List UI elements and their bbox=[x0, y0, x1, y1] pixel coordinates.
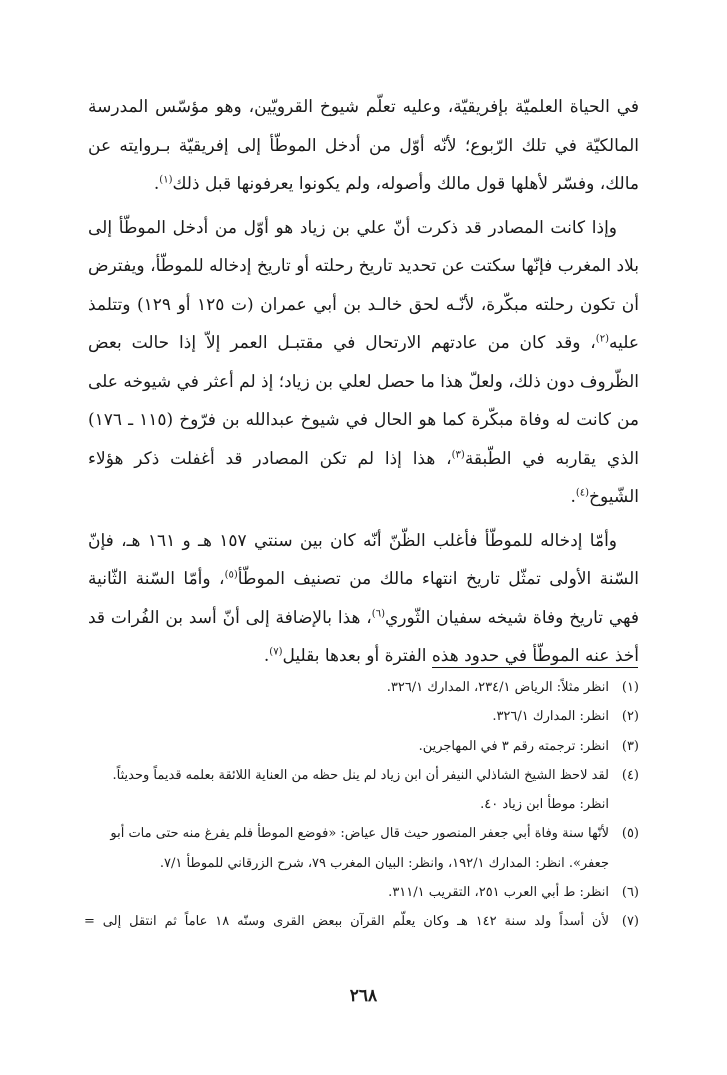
footnote-marker: (٧) bbox=[269, 646, 283, 658]
footnote-marker: (٣) bbox=[451, 448, 465, 460]
footnote-marker: (١) bbox=[159, 174, 173, 186]
footnote-number: (٢) bbox=[621, 709, 639, 725]
footnote-7 bbox=[84, 907, 639, 936]
footnote-number: (٦) bbox=[621, 885, 639, 901]
footnote-4 bbox=[84, 761, 639, 820]
footnote-number: (٣) bbox=[621, 738, 639, 754]
footnote-text: انظر مثلاً: الرياض ٢٣٤/١، المدارك ٣٢٦/١. bbox=[386, 680, 609, 695]
paragraph-3 bbox=[88, 522, 639, 676]
footnote-text: انظر: ط أبي العرب ٢٥١، التقريب ٣١١/١. bbox=[388, 885, 609, 901]
footnote-number: (٧) bbox=[621, 914, 639, 930]
footnote-marker: (٤) bbox=[575, 487, 590, 499]
footnote-2 bbox=[84, 702, 639, 731]
paragraph-text: ، وأمّا السّنة الثّانية فهي تاريخ وفاة شيخه سفيان الثّوري bbox=[88, 569, 639, 628]
footnote-number: (١) bbox=[621, 680, 639, 695]
footnotes bbox=[84, 673, 639, 937]
paragraph-text: ، وقد كان من عادتهم الارتحال في مقتبـل العمر إلاّ إذا حالت بعض الظّروف دون ذلك، ولعلّ هذا ما حصل لعلي بن زياد؛ إذ لم أعثر في شيوخه على من كانت له وفاة مبكّرة كما هو الحال في شيوخ عبدالله بن فرّوخ (١١٥ ـ ١٧٦) الذي يقاربه في الطّبقة bbox=[88, 333, 639, 469]
footnote-text: لأن أسداً ولد سنة ١٤٢ هـ وكان يعلّم القرآن ببعض القرى وسنّه ١٨ عاماً ثم انتقل إلى = bbox=[84, 914, 609, 930]
footnote-marker: (٦) bbox=[371, 607, 385, 619]
footnote-marker: (٢) bbox=[595, 333, 609, 345]
footnote-6 bbox=[84, 878, 639, 907]
paragraph-text: وإذا كانت المصادر قد ذكرت أنّ علي بن زياد هو أوّل من أدخل الموطّأ إلى بلاد المغرب فإنّها سكتت عن تحديد تاريخ رحلته أو تاريخ إدخاله للموطّأ، ويفترض أن تكون رحلته مبكّرة، لأنّـه لحق خالـد بن أبي عمران (ت ١٢٥ أو ١٢٩) وتتلمذ عليه bbox=[88, 217, 639, 353]
paragraph-end: . bbox=[570, 487, 576, 507]
footnote-text: لأنّها سنة وفاة أبي جعفر المنصور حيث قال عياض: «فوضع الموطأ فلم يفرغ منه حتى مات أبو جعفر». انظر: المدارك ١٩٢/١، وانظر: البيان المغرب ٧٩، شرح الزرقاني للموطأ ٧/١. bbox=[110, 826, 609, 871]
footnote-3 bbox=[84, 732, 639, 761]
main-text bbox=[88, 88, 639, 676]
footnote-separator bbox=[432, 667, 638, 668]
footnote-number: (٥) bbox=[621, 826, 639, 842]
footnote-5 bbox=[84, 819, 639, 878]
footnote-text: لقد لاحظ الشيخ الشاذلي النيفر أن ابن زياد لم ينل حظه من العناية اللائقة بعلمه قديماً وحديثاً. انظر: موطأ ابن زياد ٤٠. bbox=[112, 767, 609, 813]
footnote-text: انظر: المدارك ٣٢٦/١. bbox=[492, 709, 609, 725]
paragraph-end: . bbox=[153, 174, 160, 194]
footnote-text: انظر: ترجمته رقم ٣ في المهاجرين. bbox=[418, 738, 609, 754]
paragraph-1 bbox=[88, 88, 639, 204]
paragraph-text: في الحياة العلميّة بإفريقيّة، وعليه تعلّم شيوخ القرويّين، وهو مؤسّس المدرسة المالكيّة في تلك الرّبوع؛ لأنّه أوّل من أدخل الموطّأ إلى إفريقيّة بـروايته عن مالك، وفسّر لأهلها قول مالك وأصوله، ولم يكونوا يعرفونها قبل ذلك bbox=[88, 97, 639, 194]
footnote-number: (٤) bbox=[621, 767, 639, 783]
paragraph-end: . bbox=[263, 646, 270, 666]
footnote-marker: (٥) bbox=[224, 569, 238, 581]
paragraph-text: وأمّا إدخاله للموطّأ فأغلب الظّنّ أنّه كان بين سنتي ١٥٧ هـ و ١٦١ هـ، فإنّ السّنة الأولى تمثّل تاريخ انتهاء مالك من تصنيف الموطّأ bbox=[88, 530, 639, 589]
page-number: ٢٦٨ bbox=[349, 986, 378, 1006]
footnote-1 bbox=[84, 673, 639, 702]
paragraph-2 bbox=[88, 209, 639, 517]
paragraph-text: ، هذا بالإضافة إلى أنّ أسد بن الفُرات قد أخذ عنه الموطّأ في حدود هذه الفترة أو بعدها بقليل bbox=[88, 607, 639, 666]
paragraph-text: ، هذا إذا لم تكن المصادر قد أغفلت ذكر هؤلاء الشّيوخ bbox=[88, 448, 639, 507]
